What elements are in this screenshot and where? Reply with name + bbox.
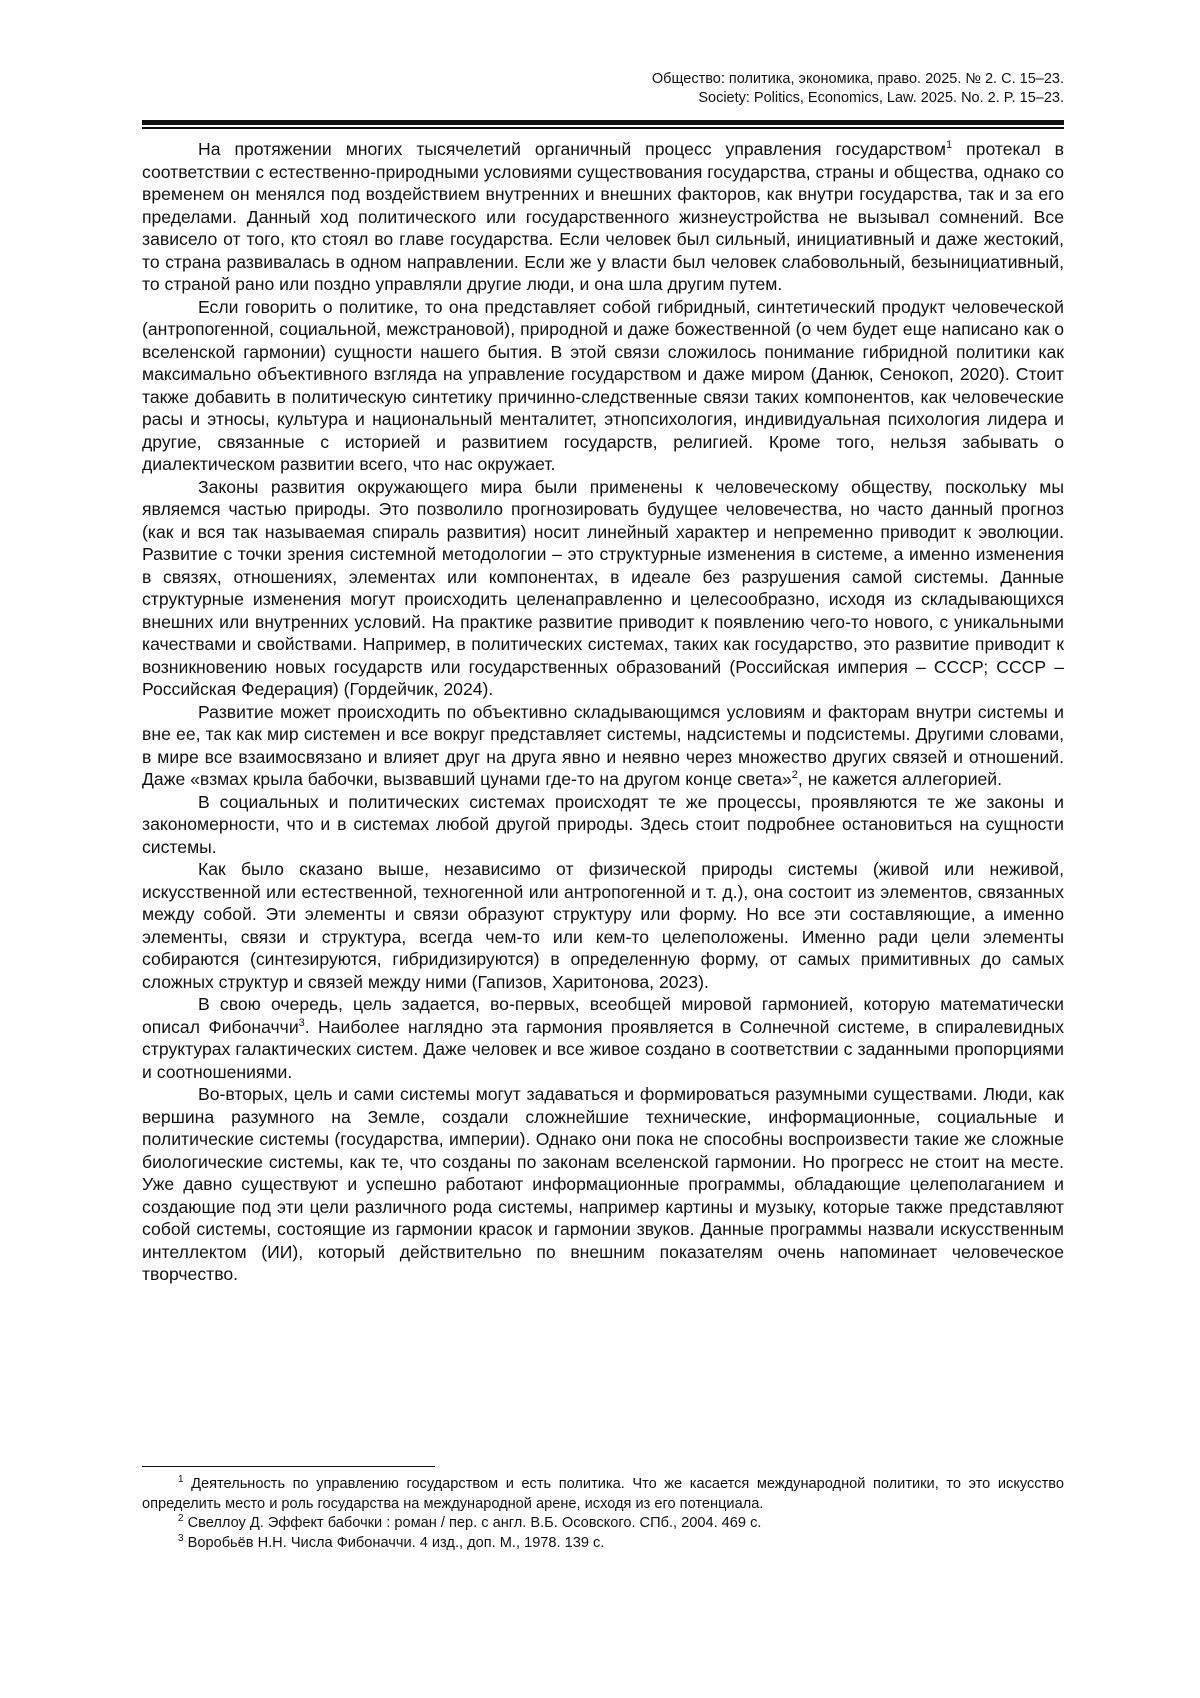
footnote-2: $^2$ Свеллоу Д. Эффект бабочки : роман / пер. с англ. В.Б. Осовского. СПб., 2004. 469 с. (178, 1513, 762, 1531)
footnote-ref-1[interactable]: 1 (946, 139, 953, 152)
header-rule-thin (142, 127, 1064, 129)
header-rule-thick (142, 120, 1064, 125)
paragraph-8: Во-вторых, цель и сами системы могут задаваться и формироваться разумными существами. Люди, как вершина разумного на Земле, создали сложнейшие технические, информационные, социальные и политические системы (государства, империи). Однако они пока не способны воспроизвести такие же сложные биологические системы, как те, что созданы по законам вселенской гармонии. Но прогресс не стоит на месте. Уже давно существуют и успешно работают информационные программы, обладающие целеполаганием и создающие под эти цели различного рода системы, например картины и музыку, которые также представляют собой системы, состоящие из гармонии красок и гармонии звуков. Данные программы назвали искусственным интеллектом (ИИ), который действительно по внешним показателям очень напоминает человеческое творчество. (142, 1084, 1064, 1284)
footnote-1: $^1$ Деятельность по управлению государством и есть политика. Что же касается международной политики, то это искусство определить место и роль государства на международной арене, исходя из его потенциала. (142, 1474, 1064, 1512)
paragraph-2: Если говорить о политике, то она представляет собой гибридный, синтетический продукт человеческой (антропогенной, социальной, межстрановой), природной и даже божественной (о чем будет еще написано как о вселенской гармонии) сущности нашего бытия. В этой связи сложилось понимание гибридной политики как максимально объективного взгляда на управление государством и даже миром (Данюк, Сенокоп, 2020). Стоит также добавить в политическую синтетику причинно-следственные связи таких компонентов, как человеческие расы и этносы, культура и национальный менталитет, этнопсихология, индивидуальная психология лидера и другие, связанные с историей и развитием государств, религией. Кроме того, нельзя забывать о диалектическом развитии всего, что нас окружает. (142, 296, 1064, 474)
footnote-ref-3[interactable]: 3 (298, 1016, 305, 1029)
paragraph-1: На протяжении многих тысячелетий органичный процесс управления государством$^1$ протекал в соответствии с естественно-природными условиями существования государства, страны и общества, однако со временем он менялся под воздействием внутренних и внешних факторов, как внутри государства, так и за его пределами. Данный ход политического или государственного жизнеустройства не вызывал сомнений. Все зависело от того, кто стоял во главе государства. Если человек был сильный, инициативный и даже жестокий, то страна развивалась в одном направлении. Если же у власти был человек слабовольный, безынициативный, то страной рано или поздно управляли другие люди, и она шла другим путем. (142, 139, 1064, 294)
paragraph-5: В социальных и политических системах происходят те же процессы, проявляются те же законы и закономерности, что и в системах любой другой природы. Здесь стоит подробнее остановиться на сущности системы. (142, 791, 1064, 857)
journal-citation-ru: Общество: политика, экономика, право. 2025. № 2. С. 15–23. (651, 71, 1064, 87)
paragraph-7: В свою очередь, цель задается, во-первых, всеобщей мировой гармонией, которую математически описал Фибоначчи$^3$. Наиболее наглядно эта гармония проявляется в Солнечной системе, в спиралевидных структурах галактических систем. Даже человек и все живое создано в соответствии с заданными пропорциями и соотношениями. (142, 994, 1065, 1082)
footnote-separator (142, 1466, 435, 1467)
running-header (142, 70, 1064, 108)
article-body (142, 138, 1064, 1286)
footnote-ref-2[interactable]: 2 (791, 769, 798, 782)
footnotes (142, 1475, 1064, 1553)
paragraph-6: Как было сказано выше, независимо от физической природы системы (живой или неживой, искусственной или естественной, техногенной или антропогенной и т. д.), она состоит из элементов, связанных между собой. Эти элементы и связи образуют структуру или форму. Но все эти составляющие, а именно элементы, связи и структура, всегда чем-то или кем-то целеположены. Именно ради цели элементы собираются (синтезируются, гибридизируются) в определенную форму, от самых примитивных до самых сложных структур и связей между ними (Гапизов, Харитонова, 2023). (142, 859, 1064, 992)
footnote-number: 3 (178, 1532, 184, 1544)
paragraph-4: Развитие может происходить по объективно складывающимся условиям и факторам внутри системы и вне ее, так как мир системен и все вокруг представляет системы, надсистемы и подсистемы. Другими словами, в мире все взаимосвязано и влияет друг на друга явно и неявно через множество других связей и отношений. Даже «взмах крыла бабочки, вызвавший цунами где-то на другом конце света»$^2$, не кажется аллегорией. (142, 701, 1064, 789)
paragraph-3: Законы развития окружающего мира были применены к человеческому обществу, поскольку мы являемся частью природы. Это позволило прогнозировать будущее человечества, но часто данный прогноз (как и вся так называемая спираль развития) носит линейный характер и непременно приводит к эволюции. Развитие с точки зрения системной методологии – это структурные изменения в системе, а именно изменения в связях, отношениях, элементах или компонентах, в идеале без разрушения самой системы. Данные структурные изменения могут происходить целенаправленно и целесообразно, исходя из складывающихся внешних или внутренних условий. На практике развитие приводит к появлению чего-то нового, с уникальными качествами и свойствами. Например, в политических системах, таких как государство, это развитие приводит к возникновению новых государств или государственных образований (Российская империя – СССР; СССР – Российская Федерация) (Гордейчик, 2024). (142, 476, 1064, 699)
footnote-number: 1 (178, 1474, 184, 1486)
journal-citation-en: Society: Politics, Economics, Law. 2025. No. 2. P. 15–23. (698, 90, 1064, 106)
footnote-3: $^3$ Воробьёв Н.Н. Числа Фибоначчи. 4 изд., доп. М., 1978. 139 с. (178, 1532, 605, 1551)
footnote-number: 2 (178, 1513, 184, 1525)
